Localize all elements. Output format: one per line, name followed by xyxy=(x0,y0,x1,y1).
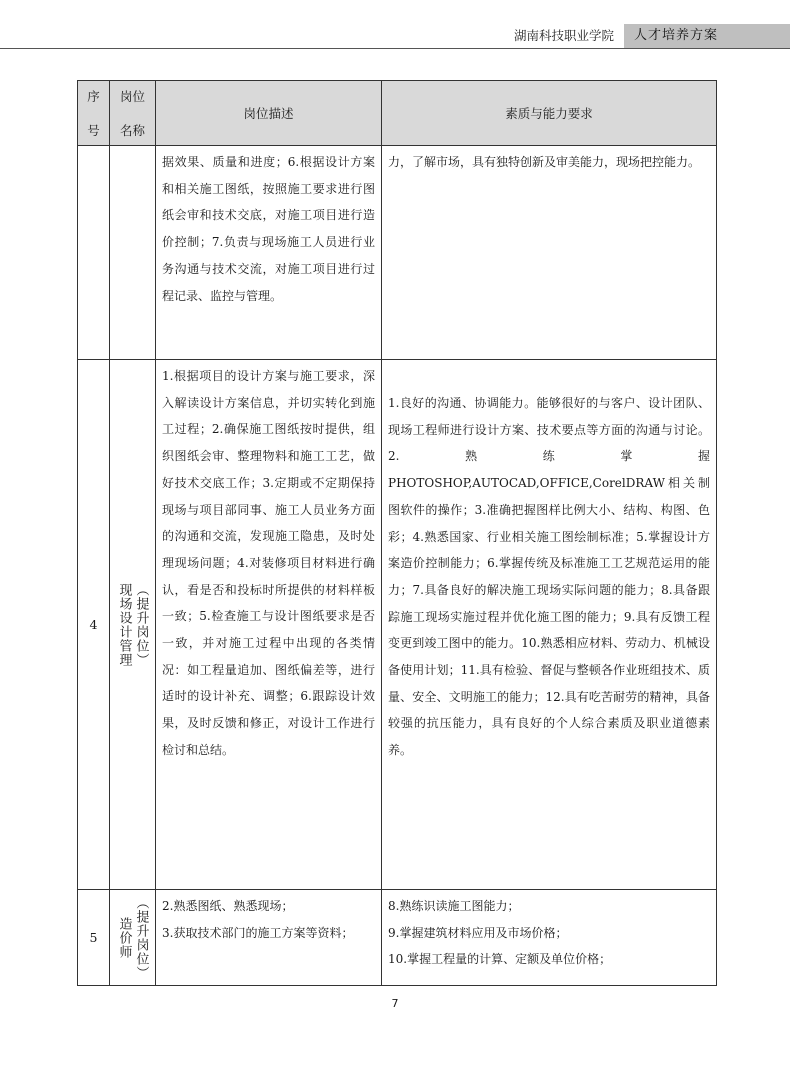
header-index-bottom: 号 xyxy=(87,123,100,138)
row-index: 4 xyxy=(78,360,110,890)
position-name: 造价师 xyxy=(116,916,132,959)
header-position-bottom: 名称 xyxy=(119,123,145,138)
position-sub: （提升岗位） xyxy=(133,895,149,980)
row-position xyxy=(110,890,156,986)
row-requirements xyxy=(382,360,717,890)
row-description xyxy=(156,890,382,986)
row-description xyxy=(156,146,382,360)
row-requirements xyxy=(382,146,717,360)
header-position xyxy=(110,81,156,146)
position-name: 现场设计管理 xyxy=(116,582,132,667)
row-requirements xyxy=(382,890,717,986)
row-index xyxy=(78,146,110,360)
table-row xyxy=(78,890,717,986)
description-text: 据效果、质量和进度；6.根据设计方案和相关施工图纸，按照施工要求进行图纸会审和技术交底，对施工项目进行造价控制；7.负责与现场施工人员进行业务沟通与技术交流，对施工项目进行过程记录、监控与管理。 xyxy=(162,155,375,303)
header-description: 岗位描述 xyxy=(156,81,382,146)
header-index xyxy=(78,81,110,146)
description-line: 3.获取技术部门的施工方案等资料； xyxy=(162,925,354,940)
header-school-name: 湖南科技职业学院 xyxy=(513,28,614,43)
position-sub: （提升岗位） xyxy=(133,582,149,667)
description-text: 1.根据项目的设计方案与施工要求，深入解读设计方案信息，并切实转化到施工过程；2.确保施工图纸按时提供，组织图纸会审、整理物料和施工工艺，做好技术交底工作；3.定期或不定期保持现场与项目部同事、施工人员业务方面的沟通和交流，发现施工隐患，及时处理现场问题；4.对装修项目材料进行确认，看是否和投标时所提供的材料样板一致；5.检查施工与设计图纸要求是否一致，并对施工过程中出现的各类情况：如工程量追加、图纸偏差等，进行适时的设计补充、调整；6.跟踪设计效果，及时反馈和修正，对设计工作进行检讨和总结。 xyxy=(162,369,375,757)
requirements-text: 1.良好的沟通、协调能力。能够很好的与客户、设计团队、现场工程师进行设计方案、技术要点等方面的沟通与讨论。2.熟练掌握PHOTOSHOP,AUTOCAD,OFFICE,CorelDRAW相关制图软件的操作；3.准确把握图样比例大小、结构、构图、色彩；4.熟悉国家、行业相关施工图绘制标准；5.掌握设计方案造价控制能力；6.掌握传统及标准施工工艺规范运用的能力；7.具备良好的解决施工现场实际问题的能力；8.具备跟踪施工现场实施过程并优化施工图的能力；9.具有反馈工程变更到竣工图中的能力。10.熟悉相应材料、劳动力、机械设备使用计划；11.具有检验、督促与整顿各作业班组技术、质量、安全、文明施工的能力；12.具有吃苦耐劳的精神，具备较强的抗压能力，具有良好的个人综合素质及职业道德素养。 xyxy=(388,396,710,758)
page-number: 7 xyxy=(391,997,399,1010)
requirements-line: 8.熟练识读施工图能力； xyxy=(388,899,520,913)
row-position xyxy=(110,146,156,360)
job-table xyxy=(77,80,717,986)
requirements-line: 9.掌握建筑材料应用及市场价格； xyxy=(388,925,568,940)
table-row xyxy=(78,360,717,890)
requirements-line: 10.掌握工程量的计算、定额及单位价格； xyxy=(388,952,612,967)
table-row xyxy=(78,146,717,360)
requirements-text: 力，了解市场，具有独特创新及审美能力，现场把控能力。 xyxy=(388,155,701,169)
row-index: 5 xyxy=(78,890,110,986)
description-text xyxy=(156,890,381,946)
row-description xyxy=(156,360,382,890)
header-doc-type: 人才培养方案 xyxy=(624,24,790,48)
description-line: 2.熟悉图纸、熟悉现场； xyxy=(162,899,294,913)
row-position xyxy=(110,360,156,890)
table-header-row xyxy=(78,81,717,146)
header-divider xyxy=(0,48,790,49)
requirements-text xyxy=(382,890,716,973)
header-index-top: 序 xyxy=(87,89,100,104)
header-position-top: 岗位 xyxy=(119,89,145,104)
header-requirements: 素质与能力要求 xyxy=(382,81,717,146)
page-header xyxy=(514,24,790,48)
